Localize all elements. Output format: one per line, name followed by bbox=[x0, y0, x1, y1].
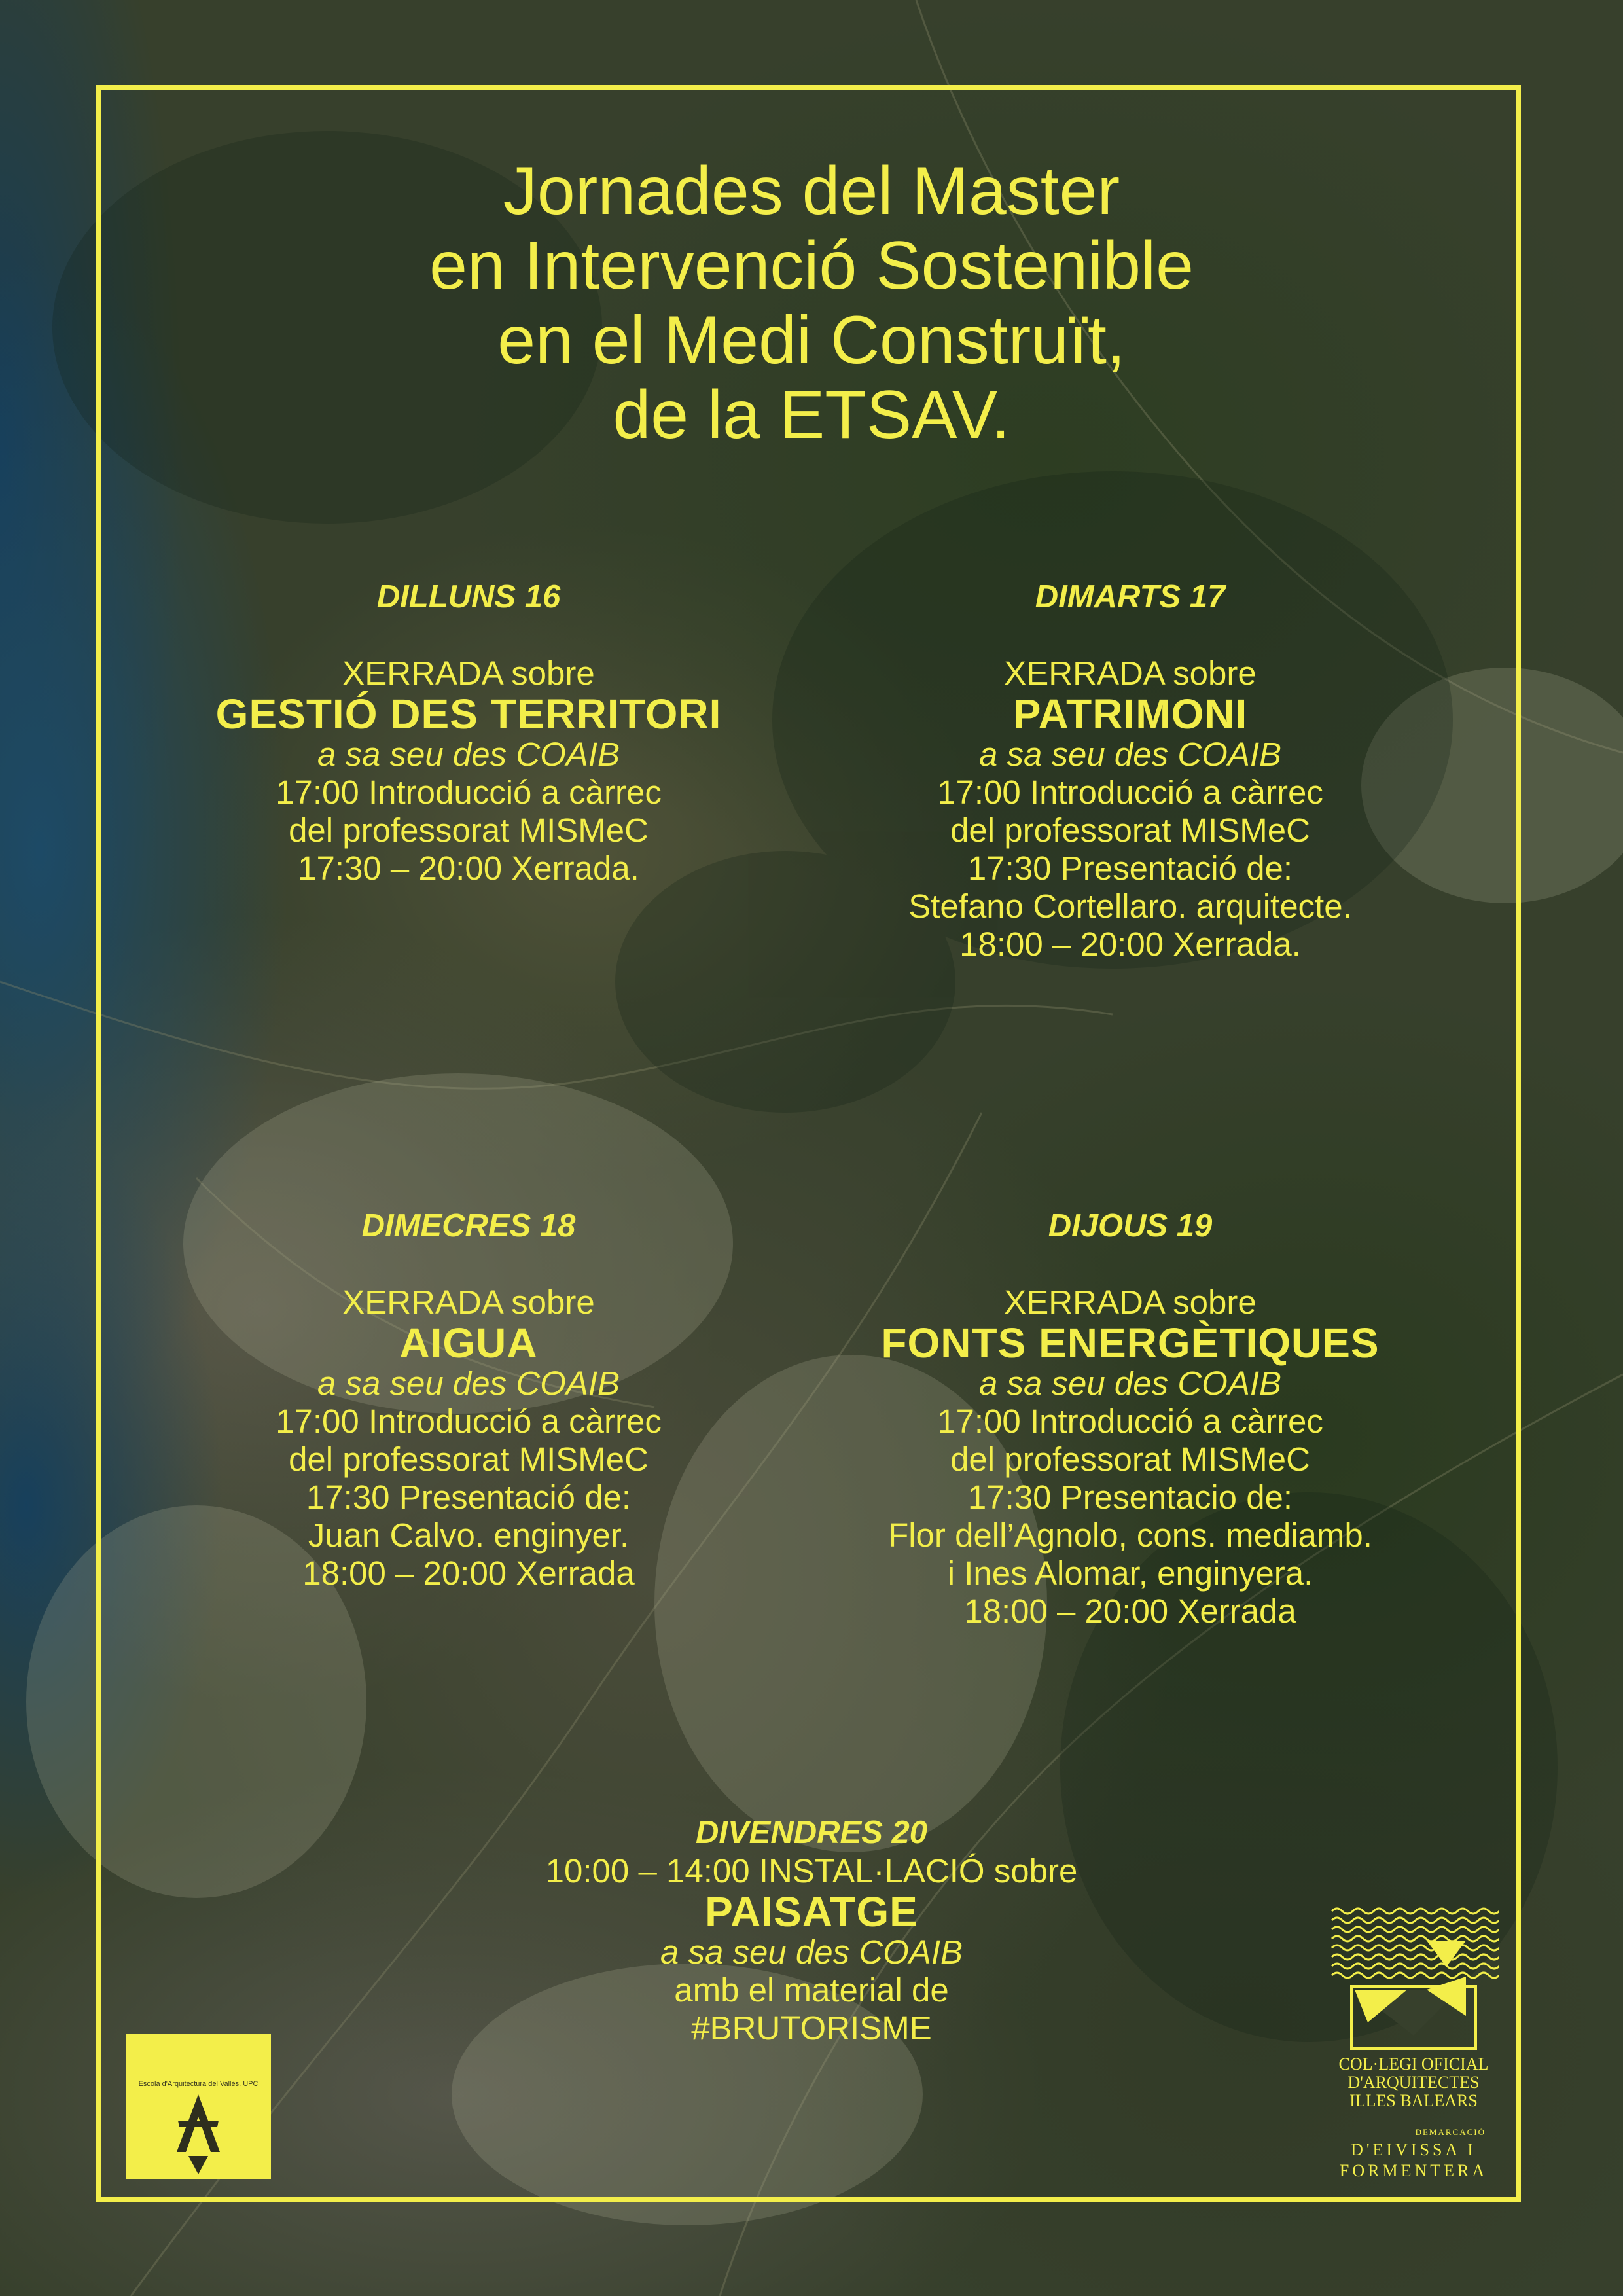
etsav-caption: Escola d'Arquitectura del Vallès. UPC bbox=[138, 2080, 259, 2088]
day-name: DIJOUS 19 bbox=[1048, 1208, 1213, 1244]
talk-intro: 10:00 – 14:00 INSTAL·LACIÓ sobre bbox=[545, 1852, 1078, 1890]
schedule-line: del professorat MISMeC bbox=[950, 812, 1310, 849]
schedule-line: 17:30 – 20:00 Xerrada. bbox=[298, 850, 639, 887]
talk-venue: a sa seu des COAIB bbox=[317, 1365, 620, 1402]
poster-title bbox=[0, 154, 1623, 452]
schedule-line: del professorat MISMeC bbox=[289, 812, 649, 849]
schedule-line: 17:00 Introducció a càrrec bbox=[937, 1403, 1323, 1440]
coaib-region-line: FORMENTERA bbox=[1339, 2161, 1488, 2180]
coaib-name-line: COL·LEGI OFICIAL bbox=[1338, 2054, 1489, 2073]
coaib-region-line: D'EIVISSA I bbox=[1351, 2140, 1476, 2159]
schedule-line: 17:00 Introducció a càrrec bbox=[937, 774, 1323, 811]
schedule-line: del professorat MISMeC bbox=[289, 1441, 649, 1478]
talk-topic: AIGUA bbox=[399, 1319, 538, 1367]
schedule-line: amb el material de bbox=[674, 1971, 949, 2009]
etsav-mark-icon bbox=[126, 2034, 271, 2179]
title-line: en Intervenció Sostenible bbox=[429, 228, 1194, 304]
schedule-line: #BRUTORISME bbox=[691, 2009, 932, 2047]
etsav-logo bbox=[126, 2034, 271, 2179]
schedule-line: 17:30 Presentacio de: bbox=[967, 1479, 1293, 1516]
talk-topic: PATRIMONI bbox=[1012, 691, 1248, 738]
schedule-line: Stefano Cortellaro. arquitecte. bbox=[908, 888, 1352, 925]
day-block-tuesday bbox=[803, 577, 1457, 963]
schedule-line: 17:30 Presentació de: bbox=[306, 1479, 632, 1516]
schedule-line: 18:00 – 20:00 Xerrada. bbox=[959, 925, 1301, 963]
coaib-logo bbox=[1329, 1905, 1499, 2186]
talk-venue: a sa seu des COAIB bbox=[660, 1933, 963, 1971]
schedule-line: 17:00 Introducció a càrrec bbox=[276, 1403, 662, 1440]
coaib-name-line: ILLES BALEARS bbox=[1349, 2091, 1478, 2110]
talk-topic: FONTS ENERGÈTIQUES bbox=[881, 1319, 1380, 1367]
talk-intro: XERRADA sobre bbox=[342, 1283, 595, 1321]
title-line: Jornades del Master bbox=[503, 153, 1120, 229]
coaib-demarcacio: DEMARCACIÓ bbox=[1415, 2127, 1486, 2137]
day-name: DIMECRES 18 bbox=[361, 1208, 576, 1244]
day-name: DIMARTS 17 bbox=[1035, 579, 1226, 615]
day-block-monday bbox=[141, 577, 796, 888]
schedule-line: del professorat MISMeC bbox=[950, 1441, 1310, 1478]
title-line: en el Medi Construït, bbox=[497, 302, 1126, 378]
talk-topic: GESTIÓ DES TERRITORI bbox=[215, 691, 722, 738]
title-line: de la ETSAV. bbox=[613, 377, 1010, 453]
day-block-wednesday bbox=[141, 1206, 796, 1592]
day-name: DILLUNS 16 bbox=[376, 579, 561, 615]
schedule-line: Flor dell’Agnolo, cons. mediamb. bbox=[888, 1516, 1372, 1554]
talk-venue: a sa seu des COAIB bbox=[978, 736, 1282, 773]
schedule-line: 18:00 – 20:00 Xerrada bbox=[302, 1554, 635, 1592]
talk-topic: PAISATGE bbox=[705, 1888, 918, 1935]
day-block-friday bbox=[484, 1813, 1139, 2047]
talk-venue: a sa seu des COAIB bbox=[317, 736, 620, 773]
coaib-emblem-icon bbox=[1329, 1905, 1499, 2055]
talk-venue: a sa seu des COAIB bbox=[978, 1365, 1282, 1402]
talk-intro: XERRADA sobre bbox=[1004, 1283, 1257, 1321]
day-name: DIVENDRES 20 bbox=[695, 1815, 927, 1850]
schedule-line: 17:00 Introducció a càrrec bbox=[276, 774, 662, 811]
talk-intro: XERRADA sobre bbox=[342, 655, 595, 692]
coaib-name-line: D'ARQUITECTES bbox=[1347, 2073, 1480, 2092]
schedule-line: 18:00 – 20:00 Xerrada bbox=[964, 1592, 1296, 1630]
day-block-thursday bbox=[803, 1206, 1457, 1630]
schedule-line: 17:30 Presentació de: bbox=[967, 850, 1293, 887]
schedule-line: Juan Calvo. enginyer. bbox=[308, 1516, 630, 1554]
talk-intro: XERRADA sobre bbox=[1004, 655, 1257, 692]
schedule-line: i Ines Alomar, enginyera. bbox=[947, 1554, 1313, 1592]
